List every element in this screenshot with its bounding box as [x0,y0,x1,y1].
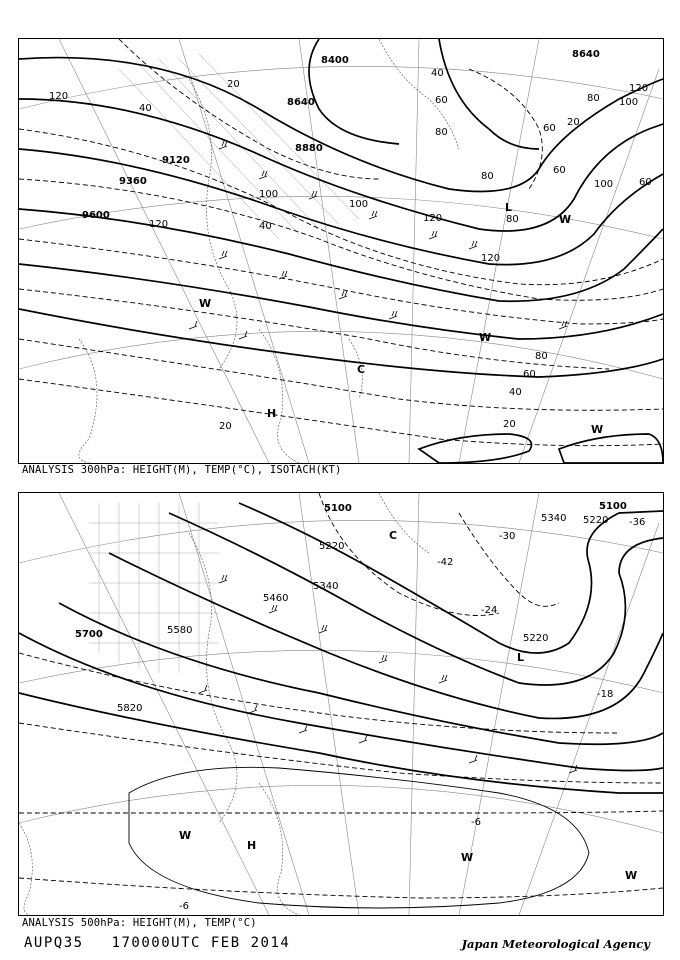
chart-caption-500hpa: ANALYSIS 500hPa: HEIGHT(M), TEMP(°C) [22,917,257,929]
analysis-300hpa-map [18,38,664,464]
height-label: 5700 [75,629,103,640]
cold-marker: C [389,529,398,542]
temperature-label: -36 [629,517,646,528]
isotach-label: 80 [535,351,548,362]
map-300hpa-canvas [19,39,663,463]
height-label: 5220 [319,541,345,552]
temperature-isotherms [19,493,663,898]
isotach-labels [49,68,652,432]
chart-caption-300hpa: ANALYSIS 300hPa: HEIGHT(M), TEMP(°C), ISOTACH(KT) [22,464,342,476]
temperature-label: -30 [499,531,516,542]
high-pressure-marker: H [267,407,277,420]
warm-marker: W [591,423,604,436]
temperature-label: -42 [437,557,454,568]
temperature-label: -6 [179,901,189,912]
height-label: 5340 [541,513,567,524]
isotach-label: 60 [543,123,556,134]
pressure-system-labels [179,529,637,882]
isotach-label: 100 [259,189,279,200]
height-labels [82,49,600,221]
temperature-label: -24 [481,605,498,616]
product-line [24,935,290,951]
isotach-label: 60 [553,165,566,176]
warm-marker: W [625,869,638,882]
isotach-label: 100 [594,179,614,190]
isotach-label: 60 [639,177,652,188]
isotach-label: 100 [349,199,369,210]
warm-marker: W [461,851,474,864]
isotach-label: 80 [435,127,448,138]
isotach-label: 20 [219,421,232,432]
height-label: 5100 [324,503,352,514]
isotach-label: 40 [431,68,444,79]
temperature-label: -18 [597,689,614,700]
low-pressure-marker: L [505,201,513,214]
wind-barbs [199,575,577,773]
analysis-500hpa-map [18,492,664,916]
cold-marker: C [357,363,366,376]
low-contour-closed [419,434,663,463]
height-label: 5100 [599,501,627,512]
height-label: 9600 [82,210,110,221]
height-label: 8880 [295,143,323,154]
isotach-label: 60 [523,369,536,380]
height-label: 5220 [523,633,549,644]
isotach-label: 40 [259,221,272,232]
warm-marker: W [479,331,492,344]
warm-marker: W [179,829,192,842]
temperature-label: -6 [471,817,481,828]
isotach-label: 80 [506,214,519,225]
isotach-label: 80 [587,93,600,104]
isotach-label: 120 [149,219,169,230]
isotach-label: 40 [509,387,522,398]
isotach-contours [19,39,663,446]
isotach-label: 40 [139,103,152,114]
isotach-label: 120 [423,213,443,224]
isotach-label: 80 [481,171,494,182]
height-contour-closed [129,767,589,908]
isotach-label: 20 [567,117,580,128]
isotach-label: 120 [629,83,649,94]
height-label: 9360 [119,176,147,187]
height-label: 9120 [162,155,190,166]
agency-name: Japan Meteorological Agency [461,937,650,951]
isotach-label: 120 [49,91,69,102]
pressure-system-labels [199,201,603,436]
high-pressure-marker: H [247,839,257,852]
isotach-label: 20 [227,79,240,90]
product-code: AUPQ35 [24,935,84,951]
map-500hpa-canvas [19,493,663,915]
valid-time: 170000UTC FEB 2014 [111,935,291,951]
height-label: 5580 [167,625,193,636]
height-label: 5340 [313,581,339,592]
height-labels [75,501,627,714]
isotach-label: 100 [619,97,639,108]
hatched-region [89,503,219,673]
height-label: 8400 [321,55,349,66]
height-label: 8640 [572,49,600,60]
height-label: 8640 [287,97,315,108]
isotach-label: 20 [503,419,516,430]
warm-marker: W [559,213,572,226]
low-pressure-marker: L [517,651,525,664]
warm-marker: W [199,297,212,310]
height-label: 5460 [263,593,289,604]
isotach-label: 60 [435,95,448,106]
height-label: 5820 [117,703,143,714]
height-label: 5220 [583,515,609,526]
isotach-label: 120 [481,253,501,264]
